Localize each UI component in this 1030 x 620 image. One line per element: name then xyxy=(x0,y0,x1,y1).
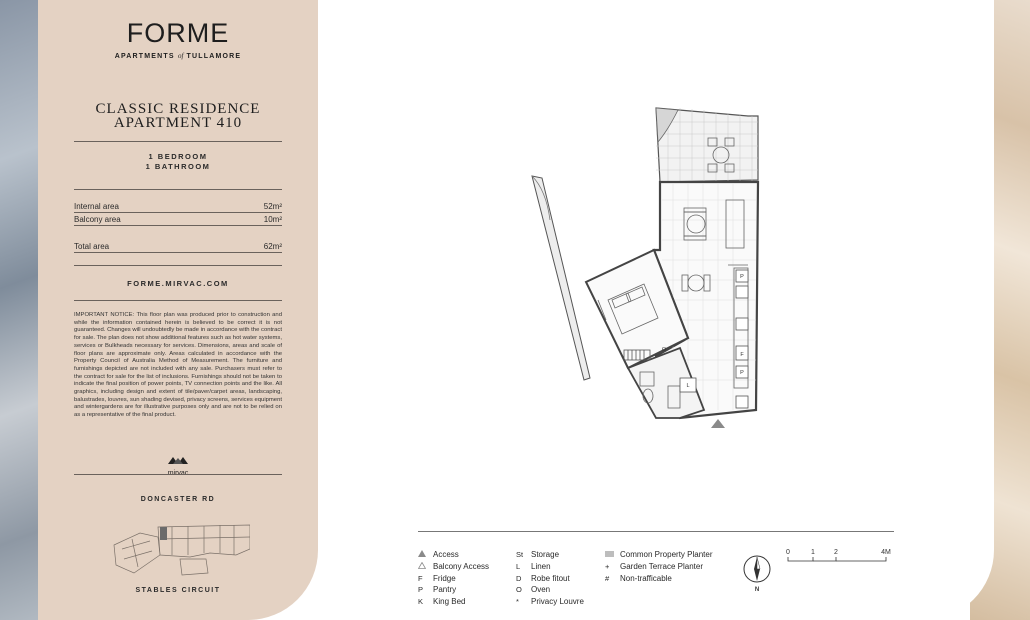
legend-item xyxy=(418,561,489,573)
scale-bar xyxy=(784,546,894,566)
pantry-mark: P xyxy=(740,274,744,280)
brand-subtitle-suffix: TULLAMORE xyxy=(186,53,242,60)
legend-label: King Bed xyxy=(433,597,466,607)
balcony-access-triangle-icon xyxy=(418,562,426,569)
info-sidebar xyxy=(38,0,318,620)
compass-north-label: N xyxy=(754,587,760,593)
legend-symbol: D xyxy=(516,573,522,583)
balcony-area-label: Balcony area xyxy=(74,215,121,224)
legend-label: Linen xyxy=(531,561,551,571)
scale-label: 1 xyxy=(811,549,815,556)
total-area-label: Total area xyxy=(74,242,110,251)
internal-area-label: Internal area xyxy=(74,202,119,211)
site-plan-map xyxy=(110,515,250,577)
balcony-screen xyxy=(532,176,590,380)
road-label-bottom: STABLES CIRCUIT xyxy=(135,587,221,594)
road-label-top: DONCASTER RD xyxy=(140,496,216,503)
balcony-area-value: 10m² xyxy=(263,215,282,224)
legend-item xyxy=(418,596,489,608)
legend-item xyxy=(516,596,584,608)
website-link[interactable]: FORME.MIRVAC.COM xyxy=(127,279,229,288)
scale-label: 0 xyxy=(786,549,790,556)
bathroom-count: 1 BATHROOM xyxy=(145,162,211,171)
legend-label: Robe fitout xyxy=(531,573,570,583)
legend-item xyxy=(418,549,489,561)
scale-label: 2 xyxy=(834,549,838,556)
legend-symbol: * xyxy=(516,597,519,607)
legend-symbol: + xyxy=(605,561,610,571)
legend-item xyxy=(516,584,584,596)
brand-subtitle xyxy=(38,52,318,60)
apartment-location-marker xyxy=(160,527,167,540)
fridge-mark: F xyxy=(740,352,744,358)
legend-column-1 xyxy=(418,549,489,608)
legend-item xyxy=(516,561,584,573)
residence-title-line2: APARTMENT 410 xyxy=(113,115,243,131)
legend-symbol: P xyxy=(418,585,424,595)
brand-logo: FORME xyxy=(126,18,230,48)
total-area-value: 62m² xyxy=(263,242,282,251)
legend-symbol: St xyxy=(516,550,524,559)
brand-subtitle-connector: of xyxy=(177,52,184,60)
legend-column-2 xyxy=(516,549,584,608)
legend-symbol: L xyxy=(516,561,521,571)
legend-label: Oven xyxy=(531,585,551,595)
pantry-mark-2: P xyxy=(740,370,744,376)
divider xyxy=(74,474,282,475)
legend-symbol: F xyxy=(418,573,423,583)
access-triangle-icon xyxy=(418,550,426,557)
floor-plan xyxy=(528,100,778,440)
access-marker xyxy=(711,419,725,428)
balcony-area xyxy=(656,108,758,182)
legend-divider xyxy=(418,531,894,532)
legend-symbol: K xyxy=(418,597,424,607)
bedroom-count: 1 BEDROOM xyxy=(148,152,208,161)
internal-area-row xyxy=(74,202,282,213)
linen-mark: L xyxy=(686,383,690,389)
mirvac-mark-icon xyxy=(168,455,188,464)
legend-label: Common Property Planter xyxy=(620,550,713,559)
developer-name: mirvac xyxy=(167,470,189,477)
residence-title-line1: CLASSIC RESIDENCE xyxy=(95,101,261,117)
legend-column-3 xyxy=(605,549,712,584)
divider xyxy=(74,300,282,301)
common-planter-square-icon xyxy=(605,551,614,557)
divider xyxy=(74,141,282,142)
legend-item xyxy=(605,573,712,585)
legend-label: Storage xyxy=(531,550,560,559)
north-compass-icon xyxy=(741,553,775,593)
legend-label: Balcony Access xyxy=(433,561,490,571)
legend-symbol: # xyxy=(605,573,610,583)
legend-item xyxy=(418,573,489,585)
total-area-row xyxy=(74,242,282,253)
brand-subtitle-prefix: APARTMENTS xyxy=(114,53,175,60)
legend-label: Garden Terrace Planter xyxy=(620,561,704,571)
oven-mark: O xyxy=(661,347,667,353)
legend-item xyxy=(516,573,584,585)
legend-label: Pantry xyxy=(433,585,457,595)
internal-area-value: 52m² xyxy=(263,202,282,211)
divider xyxy=(74,265,282,266)
room-summary xyxy=(38,152,318,172)
important-notice: IMPORTANT NOTICE: This floor plan was produced prior to construction and while the information contained herein is believed to be correct it is not guaranteed. Changes will undoubtedly be made in accordance with the contract for sale. The plan does not show additional features such as hot water systems, services or Bulkheads necessary for services. Dimensions, areas and scale of floor plans are approximate only. Areas calculated in accordance with the Property Council of Australia Method of Measurement. The furniture and furnishings depicted are not included with any sale. Purchasers must refer to the contract for sale for the list of inclusions. Furnishings should not be taken to indicate the final position of power points, TV connection points and the like. All graphics, including design and extent of tile/paver/carpet areas, landscaping, balustrades, louvres, sun shading devised, privacy screens, services equipment and wintergardens are for illustrative purposes only and are not to be relied on as a representative of the final product. xyxy=(74,312,282,419)
legend-item xyxy=(605,549,712,561)
legend-item xyxy=(418,584,489,596)
legend-label: Privacy Louvre xyxy=(531,597,584,607)
legend-label: Non-trafficable xyxy=(620,573,672,583)
scale-label: 4M xyxy=(881,549,891,556)
residence-title xyxy=(38,102,318,130)
legend-item xyxy=(516,549,584,561)
legend-label: Fridge xyxy=(433,573,456,583)
legend-label: Access xyxy=(433,550,459,559)
legend-item xyxy=(605,561,712,573)
legend-symbol: O xyxy=(516,585,522,595)
balcony-area-row xyxy=(74,215,282,226)
divider xyxy=(74,189,282,190)
